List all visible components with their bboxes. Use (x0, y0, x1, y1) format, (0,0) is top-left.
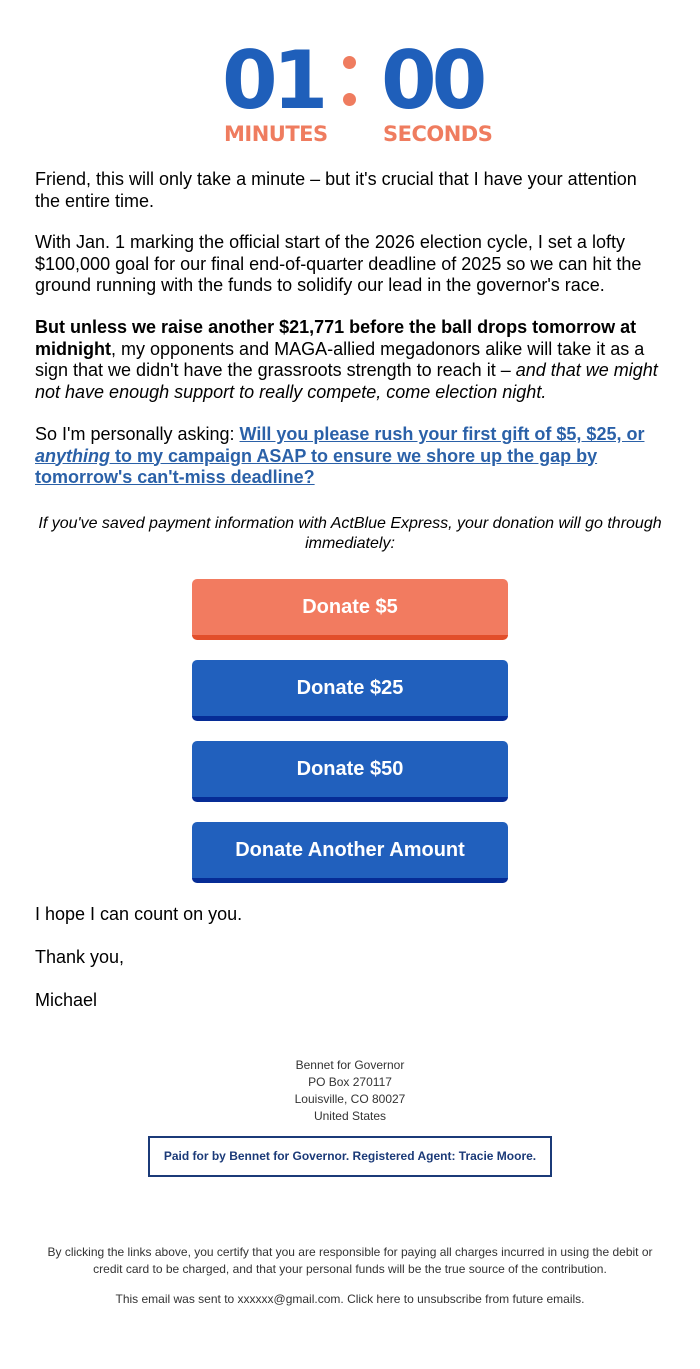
seconds-label: SECONDS (383, 122, 493, 146)
urgency-text: , my opponents and MAGA-allied megadonors alike will take it as a sign that we didn't have the grassroots strength to reach it – (35, 338, 645, 380)
countdown-minutes: 01 (222, 34, 324, 127)
donate-50-button[interactable]: Donate $50 (192, 741, 508, 802)
country: United States (313, 1109, 387, 1123)
unsubscribe-link[interactable]: Click here (347, 1292, 401, 1306)
countdown-seconds: 00 (381, 34, 483, 127)
actblue-express-note: If you've saved payment information with ActBlue Express, your donation will go through immediately: (38, 515, 662, 552)
signature-name: Michael (35, 990, 98, 1010)
paragraph-ask (35, 424, 665, 489)
paragraph-intro: Friend, this will only take a minute – but it's crucial that I have your attention the entire time. (35, 169, 637, 211)
donate-5-button[interactable]: Donate $5 (192, 579, 508, 640)
ask-link-part-b[interactable]: to my campaign ASAP to ensure we shore up the gap by tomorrow's can't-miss deadline? (35, 445, 598, 487)
mailing-address (0, 1057, 700, 1125)
paragraph-urgency (35, 317, 665, 403)
po-box: PO Box 270117 (308, 1075, 392, 1089)
donate-25-button[interactable]: Donate $25 (192, 660, 508, 721)
sent-suffix: to unsubscribe from future emails. (400, 1292, 585, 1306)
ask-intro: So I'm personally asking: (35, 424, 240, 444)
sent-to-notice (0, 1291, 700, 1308)
paragraph-goal: With Jan. 1 marking the official start of the 2026 election cycle, I set a lofty $100,000 goal for our final end-of-quarter deadline of 2025 so we can hit the ground running with the funds to solidify our lead in the governor's race. (35, 232, 642, 295)
closing-line: I hope I can count on you. (35, 904, 243, 924)
urgency-bold: But unless we raise another $21,771 before the ball drops tomorrow at midnight (35, 317, 637, 359)
ask-link-part-a[interactable]: Will you please rush your first gift of $5, $25, or (239, 424, 645, 444)
ask-link-emphasis[interactable]: anything (35, 445, 110, 466)
countdown-timer (0, 36, 700, 156)
city-line: Louisville, CO 80027 (294, 1092, 406, 1106)
sent-mid: . (340, 1292, 348, 1306)
org-name: Bennet for Governor (295, 1058, 405, 1072)
sign-off: Thank you, (35, 947, 125, 967)
minutes-label: MINUTES (224, 122, 328, 146)
urgency-italic: and that we might not have enough support to really compete, come election night. (35, 360, 658, 402)
donate-other-amount-button[interactable]: Donate Another Amount (192, 822, 508, 883)
paid-for-disclaimer: Paid for by Bennet for Governor. Registered Agent: Tracie Moore. (148, 1136, 552, 1177)
sent-prefix: This email was sent to (115, 1292, 238, 1306)
colon-dot-top (343, 56, 356, 69)
recipient-email: xxxxxx@gmail.com (237, 1292, 341, 1306)
legal-disclaimer: By clicking the links above, you certify that you are responsible for paying all charges incurred in using the debit or credit card to be charged, and that your personal funds will be the true source of the contribution. (47, 1245, 653, 1276)
colon-dot-bottom (343, 93, 356, 106)
